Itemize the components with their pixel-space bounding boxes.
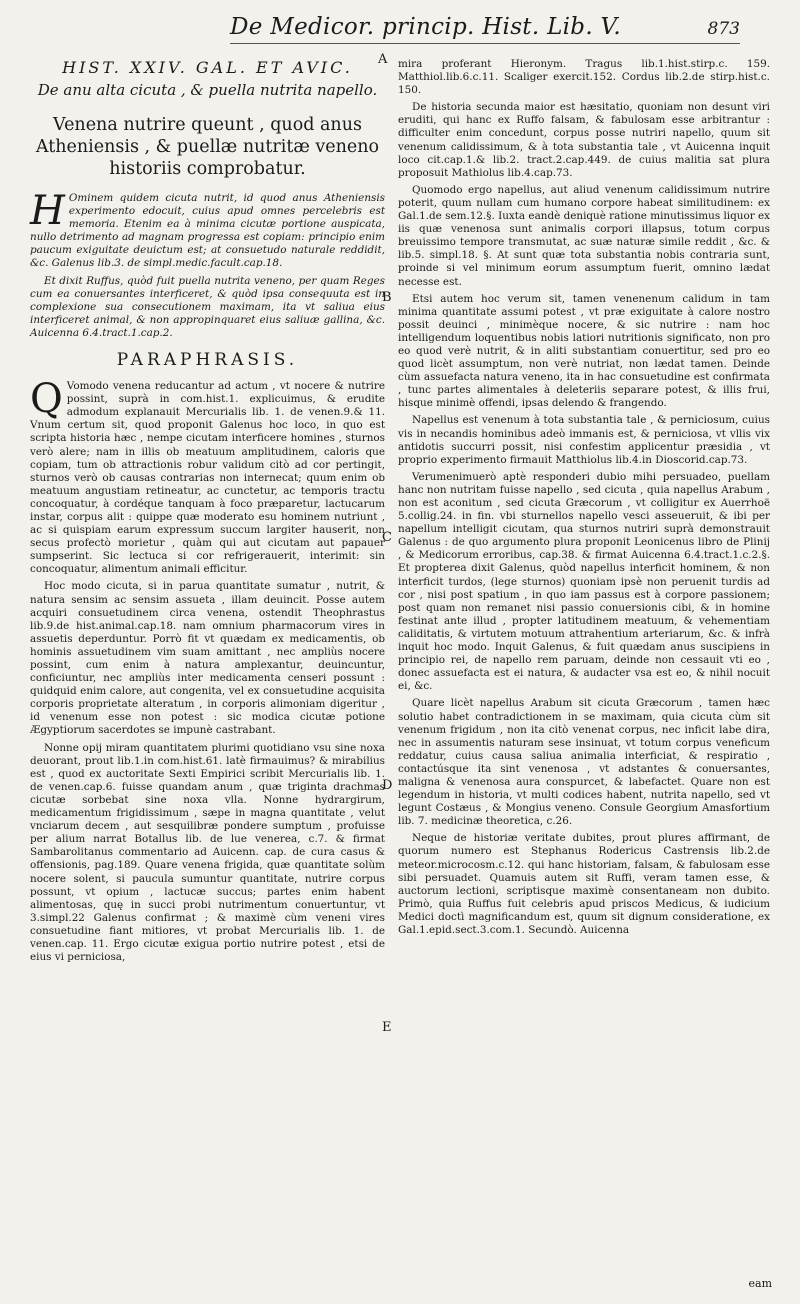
running-head <box>230 14 740 44</box>
p3-text: Nonne opij miram quantitatem plurimi quotidiano vsu sine noxa deuorant, prout lib.1.in com.hist.61. latè firmauimus? & mirabilius est , quod ex auctoritate Sexti Empirici scribit Mercurialis lib. 1. de venen.cap.6. fuisse quandam anum , quæ triginta drachmas cicutæ sorbebat sine noxa vlla. Nonne hydrargirum, medicamentum frigidissimum , sæpe in magna quantitate , velut vnciarum decem , aut sesquilibræ pondere sumptum , profuisse per alium narrat Botallus lib. de lue venerea, c.7. & firmat Sambarolitanus commentario ad Auicenn. cap. de cura casus & offensionis, pag.189. Quare venena frigida, quæ quantitate solùm nocere solent, si paucula sumuntur quantitate, nutrire corpus possunt, vt opium , lactucæ succus; partes enim habent alimentosas, quę in succi probi nutrimentum conuertuntur, vt 3.simpl.22 Galenus confirmat ; & maximè cùm veneni vires consuetudine fiant mitiores, vt probat Mercurialis lib. 1. de venen.cap. 11. Ergo cicutæ exigua portio nutrire potest , etsi de eius vi perniciosa, <box>30 741 385 964</box>
quote-text: Et dixit Ruffus, quòd fuit puella nutrita veneno, per quam Reges cum ea conuersantes interficeret, & quòd ipsa consequuta est in complexione sua consecutionem maximam, ita vt saliua eius interficeret animal, & non appropinquaret eius saliuæ gallina, &c. Auicenna 6.4.tract.1.cap.2. <box>30 274 385 339</box>
paraphrasis-paragraph-1 <box>30 376 385 576</box>
r6-text: Verumenimuerò aptè responderi dubio mihi persuadeo, puellam hanc non nutritam fuisse napello , sed cicuta , quia napellus Arabum , non est aconitum , sed cicuta Græcorum , vt colligitur ex Auerrhoë 5.collig.24. in fin. vbi sturnellos napello vesci asseueruit, & ibi per napellum intelligit cicutam, qua sturnos nutriri suprà demonstrauit Galenus : de quo argumento plura proponit Leonicenus libro de Plinij , & Medicorum erroribus, cap.38. & firmat Auicenna 6.4.tract.1.c.2.§. Et propterea dixit Galenus, quòd napellus interficit hominem, & non interficit turdos, (lege sturnos) quoniam ipsè non peruenit turdis ad cor , nisi post spatium , in quo iam passus est à corpore passionem; post quam non remanet nisi passio conuersionis cibi, & in homine festinat ante illud , propter latitudinem meatuum, & vehementiam caliditatis, & virtutem motuum attrahentium arteriarum, &c. & infrà inquit hoc modo. Inquit Galenus, & fuit quædam anus suscipiens in principio rei, de napello rem paruam, deinde non cessauit vti eo , donec assuefacta est ei natura, & audacter vsa est eo, & nihil nocuit ei, &c. <box>398 470 770 693</box>
catchword: eam <box>748 1277 772 1290</box>
margin-marker-b: B <box>382 290 392 305</box>
intro-paragraph <box>30 188 385 271</box>
right-paragraph-3 <box>398 184 770 289</box>
margin-marker-d: D <box>382 778 393 793</box>
right-paragraph-6 <box>398 471 770 694</box>
r5-text: Napellus est venenum à tota substantia tale , & perniciosum, cuius vis in necandis hominibus adeò immanis est, & perniciosa, vt vllis vix antidotis succurri possit, nisi confestim applicentur præsidia , vt proprio experimento firmauit Matthiolus lib.4.in Dioscorid.cap.73. <box>398 414 770 466</box>
ruffus-quote <box>30 275 385 340</box>
r4-text: Etsi autem hoc verum sit, tamen venenenum calidum in tam minima quantitate assumi potest , vt præ exiguitate à calore nostro possit deuinci , minimèque nocere, & sic nutrire : nam hoc intelligendum loquentibus nobis latiori nutritionis significato, non pro eo quod verè nutrit, & in aliti substantiam conuertitur, sed pro eo quod licèt assumptum, non verè nutriat, non lædat tamen. Deinde cùm assuefacta natura veneno, ita in hac consuetudine est confirmata , tunc partes alimentales à deleteriis separare potest, & illis frui, hisque minimè offendi, ipsas delendo & frangendo. <box>398 292 770 410</box>
running-title: De Medicor. princip. Hist. Lib. V. <box>230 14 622 40</box>
drop-cap-h: H <box>30 188 65 234</box>
paraphrasis-heading: PARAPHRASIS. <box>116 350 299 371</box>
right-paragraph-1: mira proferant Hieronym. Tragus lib.1.hist.stirp.c. 159. Matthiol.lib.6.c.11. Scaliger exercit.152. Cordus lib.2.de stirp.hist.c. 150. <box>398 58 770 97</box>
right-column <box>398 58 770 941</box>
drop-cap-q: Q <box>30 376 63 423</box>
intro-text: Ominem quidem cicuta nutrit, id quod anus Atheniensis experimento edocuit, cuius apud omnes percelebris est memoria. Etenim ea à minima cicutæ portione auspicata, nullo detrimento ad magnam progressa est copiam: principio enim paucum exiguitate deuictum est; at consuetudo naturale reddidit, &c. Galenus lib.3. de simpl.medic.facult.cap.18. <box>30 192 385 270</box>
right-paragraph-8 <box>398 832 770 937</box>
history-subheading: De anu alta cicuta , & puella nutrita napello. <box>37 81 378 99</box>
p2-text: Hoc modo cicuta, si in parua quantitate sumatur , nutrit, & natura sensim ac sensim assueta , illam deuincit. Posse autem acquiri consuetudinem circa venena, ostendit Theophrastus lib.9.de hist.animal.cap.18. nam omnium pharmacorum vires in assuetis deperduntur. Porrò fit vt quædam ex medicamentis, ob hominis assuetudinem vim suam amittant , nec ampliùs nocere possint, cum enim à natura amplexantur, deuincuntur, conficiuntur, nec ampliùs inter medicamenta censeri possunt : quidquid enim calore, aut congenita, vel ex consuetudine acquisita corporis proprietate alteratum , in corporis alimoniam digeritur , id venenum esse non potest : sic modica cicutæ potione Ægyptiorum sacerdotes se impunè castrabant. <box>30 580 385 737</box>
r8-text: Neque de historiæ veritate dubites, prout plures affirmant, de quorum numero est Stephanus Rodericus Castrensis lib.2.de meteor.microcosm.c.12. qui hanc historiam, falsam, & fabulosam esse sibi persuadet. Quamuis autem sit Ruffi, veram tamen esse, & auctorum lectioni, scriptisque maximè consentaneam non dubito. Primò, quia Ruffus fuit celebris apud priscos Medicus, & iudicium Medici doctì magnificandum est, quum sit dignum consideratione, ex Gal.1.epid.sect.3.com.1. Secundò. Auicenna <box>398 832 770 936</box>
margin-marker-c: C <box>382 530 392 545</box>
page-number: 873 <box>707 19 740 39</box>
right-paragraph-2 <box>398 101 770 180</box>
paraphrasis-paragraph-2 <box>30 580 385 737</box>
right-paragraph-5 <box>398 414 770 466</box>
p1-text: Vomodo venena reducantur ad actum , vt nocere & nutrire possint, suprà in com.hist.1. explicuimus, & erudite admodum explanauit Mercurialis lib. 1. de venen.9.& 11. Vnum certum sit, quod proponit Galenus hoc loco, in quo est scripta historia hæc , nempe cicutam interficere homines , sturnos verò alere; nam in illis ob meatuum amplitudinem, caloris que copiam, tum ob attractionis robur validum citò ad cor pertingit, sturnos verò ob causas contrarias non internecat; quum enim ob meatuum angustiam retineatur, ac cunctetur, ac temporis tractu concoquatur, à cordéque tanquam à foco præparetur, lactucarum instar, corpus alit : quippe quæ moderato esu hominem nutriunt , ac si quispiam earum expressum succum largiter hauserit, non secus profectò morietur , quàm qui aut cicutam aut papauer sumpserint. Sic lectuca si cor refrigerauerit, interimit: sin concoquatur, alimentum animali efficitur. <box>30 380 385 576</box>
right-paragraph-7 <box>398 697 770 828</box>
r7-text: Quare licèt napellus Arabum sit cicuta Græcorum , tamen hæc solutio habet contradictionem in se maximam, quia cicuta cùm sit venenum frigidum , non ita citò venenat corpus, nec inficit labe dira, nec in assumentis naturam sese insinuat, vt totum corpus veneficum reddatur, cuius causa saliua animalia interficiat, & respiratio , contactúsque ita sint venenosa , vt adstantes & conuersantes, maligna & venenosa aura conspurcet, & labefactet. Quare non est legendum in historia, vt multi codices habent, nutrita napello, sed vt legunt Costæus , & Mongius veneno. Consule Georgium Amasfortium lib. 7. medicinæ theoretica, c.26. <box>398 697 770 828</box>
r2-text: De historia secunda maior est hæsitatio, quoniam non desunt viri eruditi, qui hanc ex Ruffo falsam, & fabulosam esse arbitrantur : difficulter enim concedunt, corpus posse nutriri napello, quum sit venenum calidissimum, & à tota substantia tale , vt Auicenna inquit loco cit.cap.1.& lib.2. tract.2.cap.449. de cuius malitia sat plura proposuit Mathiolus lib.4.cap.73. <box>398 101 770 179</box>
thesis-statement: Venena nutrire queunt , quod anus Atheniensis , & puellæ nutritæ veneno historiis comprobatur. <box>35 115 380 179</box>
history-heading: HIST. XXIV. GAL. ET AVIC. <box>62 58 353 77</box>
right-paragraph-4 <box>398 293 770 411</box>
paraphrasis-paragraph-3 <box>30 742 385 965</box>
left-column <box>30 58 385 968</box>
margin-marker-e: E <box>382 1020 392 1035</box>
margin-marker-a: A <box>378 52 388 67</box>
r3-text: Quomodo ergo napellus, aut aliud venenum calidissimum nutrire poterit, quum nullam cum humano corpore habeat similitudinem: ex Gal.1.de sem.12.§. Iuxta eandè deniquè ratione minutissimus liquor ex iis quæ venenosa sunt animalis corpori illapsus, totum corpus breuissimo tempore transmutat, ac suæ naturæ simile reddit , &c. & lib.5. simpl.18. §. At sunt quæ tota substantia nobis contraria sunt, proinde si vel minimum eorum assumptum fuerit, omnino lædat necesse est. <box>398 183 770 288</box>
